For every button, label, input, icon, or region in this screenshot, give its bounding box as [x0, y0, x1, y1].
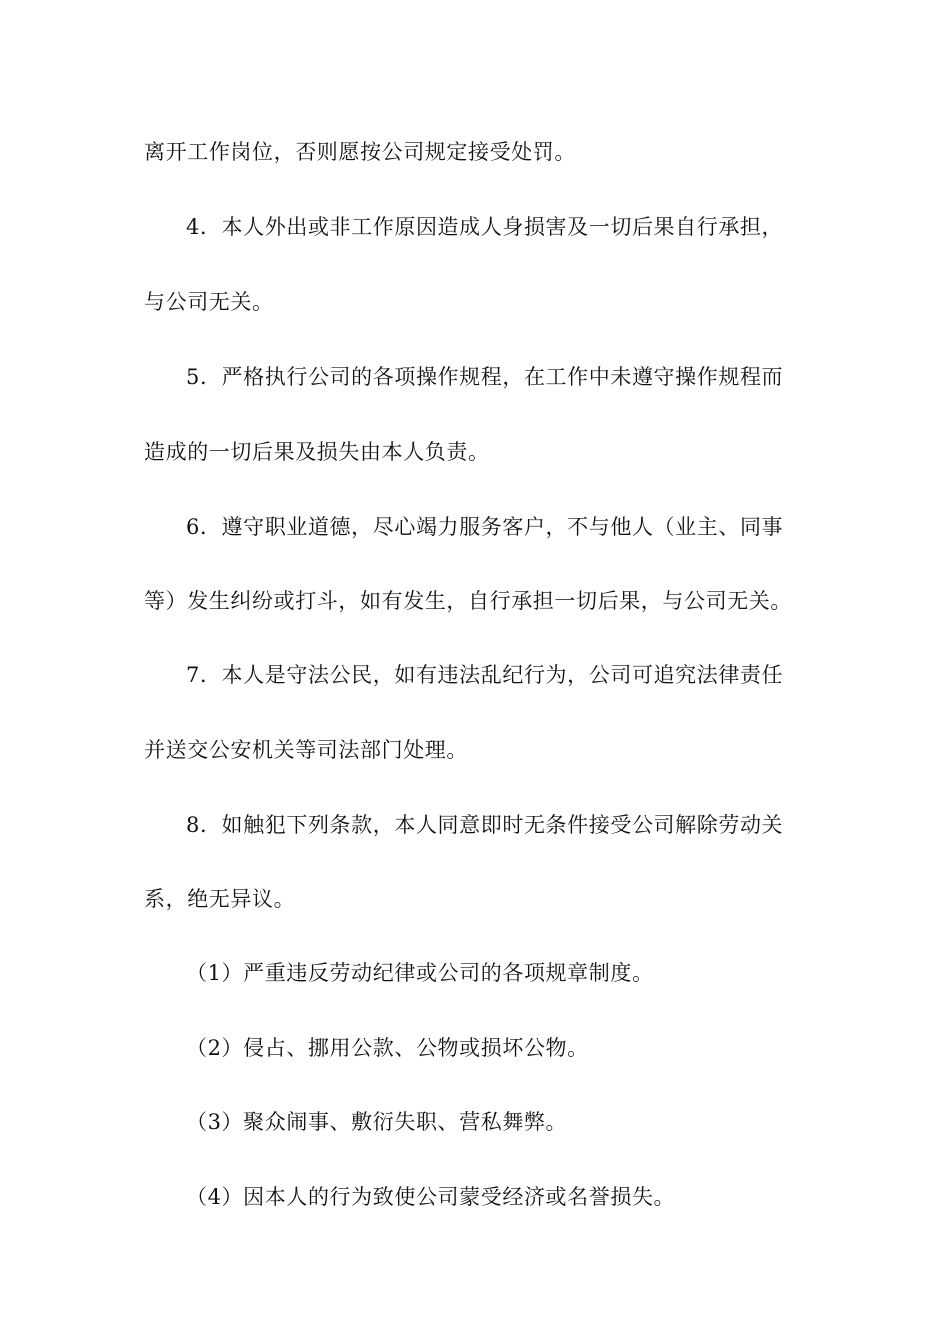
- list-item: （4）因本人的行为致使公司蒙受经济或名誉损失。: [186, 1185, 676, 1209]
- paragraph-line: 6．遵守职业道德，尽心竭力服务客户，不与他人（业主、同事: [186, 515, 784, 539]
- paragraph-line: 与公司无关。: [144, 290, 274, 314]
- paragraph-line: 等）发生纠纷或打斗，如有发生，自行承担一切后果，与公司无关。: [144, 589, 792, 613]
- paragraph-line: 7．本人是守法公民，如有违法乱纪行为，公司可追究法律责任: [186, 663, 784, 687]
- paragraph-line: 并送交公安机关等司法部门处理。: [144, 738, 468, 762]
- paragraph-line: 造成的一切后果及损失由本人负责。: [144, 440, 490, 464]
- paragraph-line: 离开工作岗位，否则愿按公司规定接受处罚。: [144, 140, 576, 164]
- paragraph-line: 8．如触犯下列条款，本人同意即时无条件接受公司解除劳动关: [186, 813, 784, 837]
- list-item: （1）严重违反劳动纪律或公司的各项规章制度。: [186, 961, 654, 985]
- paragraph-line: 系，绝无异议。: [144, 887, 296, 911]
- list-item: （2）侵占、挪用公款、公物或损坏公物。: [186, 1036, 589, 1060]
- paragraph-line: 4．本人外出或非工作原因造成人身损害及一切后果自行承担，: [186, 215, 784, 239]
- list-item: （3）聚众闹事、敷衍失职、营私舞弊。: [186, 1110, 568, 1134]
- paragraph-line: 5．严格执行公司的各项操作规程，在工作中未遵守操作规程而: [186, 365, 784, 389]
